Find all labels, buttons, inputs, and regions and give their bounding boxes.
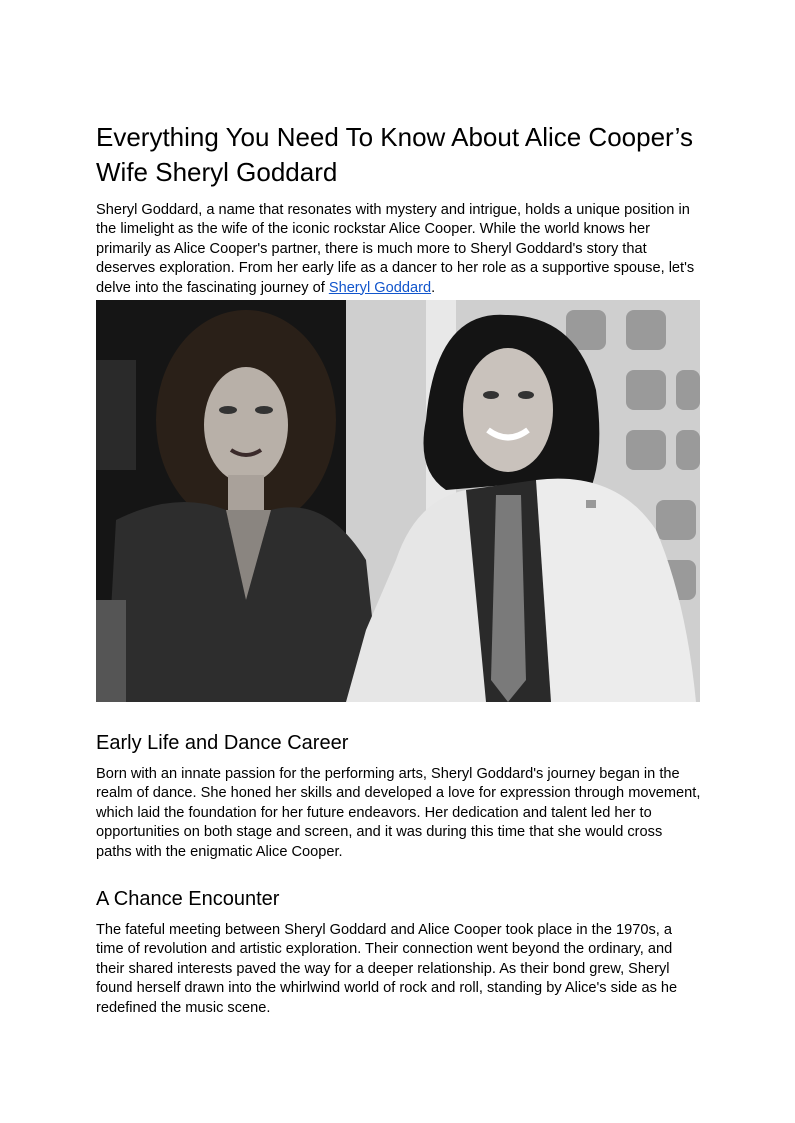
intro-paragraph	[96, 201, 701, 298]
couple-photo	[96, 300, 700, 702]
intro-end: .	[431, 279, 436, 296]
section-heading-chance-encounter: A Chance Encounter	[96, 888, 280, 911]
section-body-early-life: Born with an innate passion for the performing arts, Sheryl Goddard's journey began in the realm of dance. She honed her skills and developed a love for expression through movement, which laid the foundation for her future endeavors. Her dedication and talent led her to opportunities on both stage and screen, and it was during this time that she would cross paths with the enigmatic Alice Cooper.	[96, 766, 701, 860]
article-title: Everything You Need To Know About Alice Cooper’s Wife Sheryl Goddard	[96, 122, 693, 187]
intro-text: Sheryl Goddard, a name that resonates with mystery and intrigue, holds a unique position in the limelight as the wife of the iconic rockstar Alice Cooper. While the world knows her primarily as Alice Cooper's partner, there is much more to Sheryl Goddard's story that deserves exploration. From her early life as a dancer to her role as a supportive spouse, let's delve into the fascinating journey of	[96, 202, 695, 296]
sheryl-goddard-link[interactable]: Sheryl Goddard	[328, 279, 432, 296]
section-heading-early-life: Early Life and Dance Career	[96, 732, 349, 755]
section-body-chance-encounter: The fateful meeting between Sheryl Goddard and Alice Cooper took place in the 1970s, a time of revolution and artistic exploration. Their connection went beyond the ordinary, and their shared interests paved the way for a deeper relationship. As their bond grew, Sheryl found herself drawn into the whirlwind world of rock and roll, standing by Alice's side as he redefined the music scene.	[96, 922, 678, 1016]
document-page	[96, 120, 701, 1018]
